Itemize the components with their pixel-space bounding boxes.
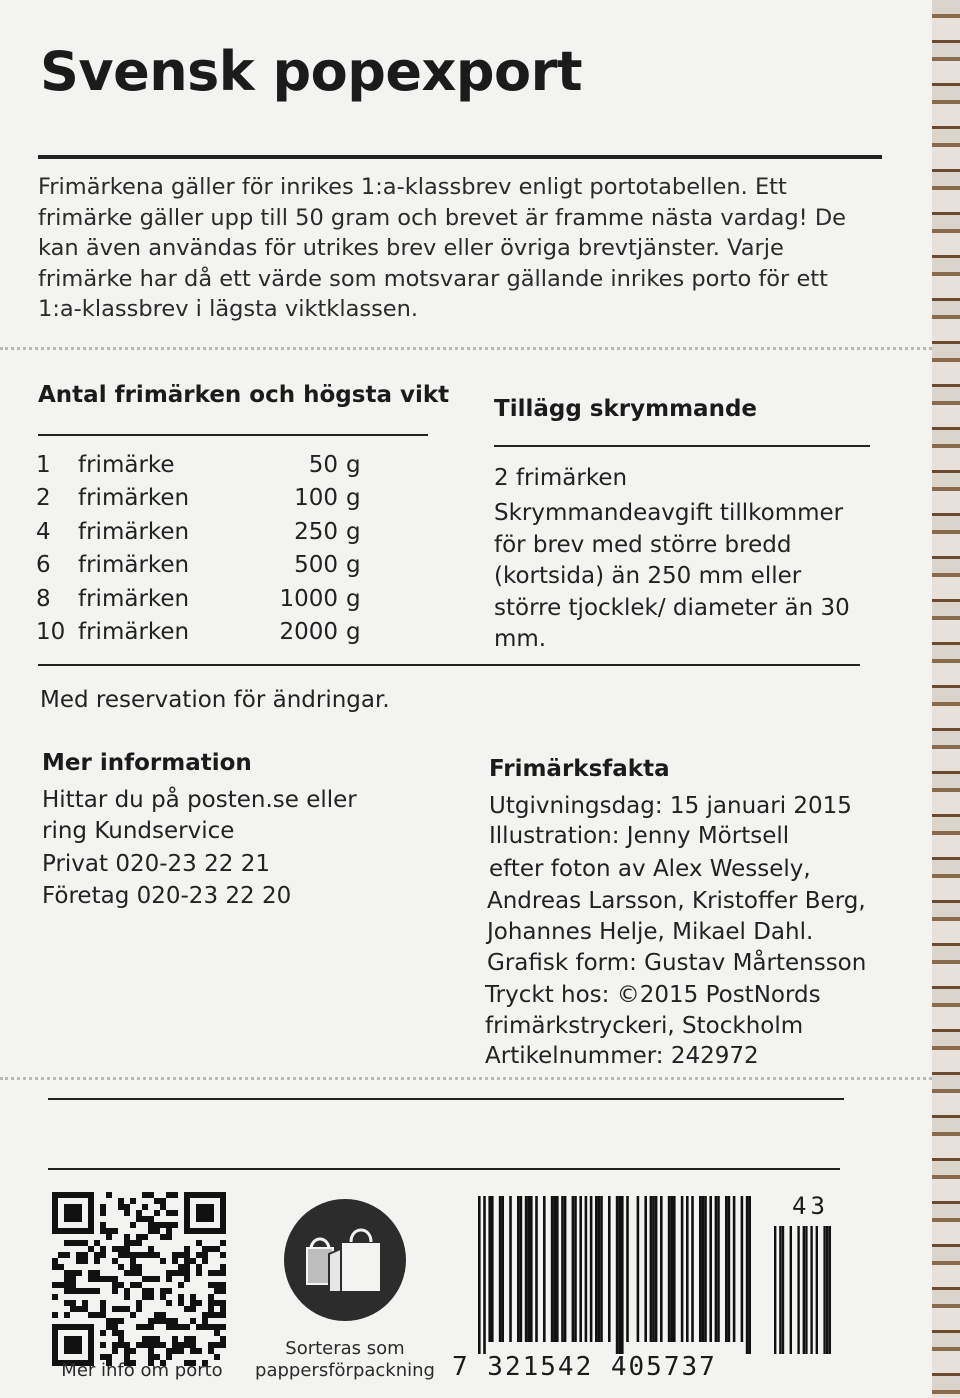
weights-unit: g xyxy=(346,485,361,512)
weights-unit: g xyxy=(346,451,361,478)
title-divider xyxy=(38,155,882,159)
weights-row xyxy=(36,582,376,616)
facts-line: efter foton av Alex Wessely, xyxy=(489,856,811,882)
weights-value: 50 xyxy=(308,451,338,478)
weights-word: frimärke xyxy=(78,451,175,478)
weights-row xyxy=(36,549,376,583)
qr-code-icon[interactable] xyxy=(52,1192,226,1366)
page-title: Svensk popexport xyxy=(40,40,583,103)
weights-count: 4 xyxy=(36,518,51,545)
bulky-count: 2 frimärken xyxy=(494,465,628,491)
mid-divider xyxy=(38,664,860,666)
facts-line: Grafisk form: Gustav Mårtensson xyxy=(487,950,867,976)
barcode-icon xyxy=(474,1196,838,1354)
weights-count: 2 xyxy=(36,485,51,512)
more-info-heading: Mer information xyxy=(42,750,252,776)
bulky-text: Skrymmandeavgift tillkommer för brev med större bredd (kortsida) än 250 mm eller större tjocklek/ diameter än 30 mm. xyxy=(494,500,850,652)
facts-line: Tryckt hos: ©2015 PostNords xyxy=(485,982,821,1008)
more-info-line: Företag 020-23 22 20 xyxy=(42,883,292,909)
weights-row xyxy=(36,482,376,516)
perforation-bottom xyxy=(0,1077,932,1080)
bulky-divider xyxy=(494,445,870,447)
weights-count: 1 xyxy=(36,451,51,478)
weights-unit: g xyxy=(346,585,361,612)
weights-row xyxy=(36,515,376,549)
more-info-line: Hittar du på posten.se eller xyxy=(42,787,357,813)
qr-caption: Mer info om porto xyxy=(61,1360,223,1381)
recycle-caption-1: Sorteras som xyxy=(285,1338,405,1359)
weights-word: frimärken xyxy=(78,485,190,512)
background-edge xyxy=(932,0,960,1398)
facts-line: Utgivningsdag: 15 januari 2015 xyxy=(489,793,852,819)
weights-unit: g xyxy=(346,619,361,646)
weights-divider xyxy=(38,434,428,436)
bulky-heading: Tillägg skrymmande xyxy=(494,396,758,422)
weights-count: 6 xyxy=(36,552,51,579)
weights-word: frimärken xyxy=(78,552,190,579)
facts-line: Andreas Larsson, Kristoffer Berg, xyxy=(487,888,866,914)
weights-word: frimärken xyxy=(78,619,190,646)
perforation-top xyxy=(0,347,932,350)
weights-value: 250 xyxy=(294,518,338,545)
weights-word: frimärken xyxy=(78,585,190,612)
weights-table xyxy=(36,448,376,649)
recycle-caption-2: pappersförpackning xyxy=(255,1360,435,1381)
weights-value: 2000 xyxy=(279,619,338,646)
weights-value: 100 xyxy=(294,485,338,512)
barcode-digits: 7 321542 405737 xyxy=(452,1352,717,1382)
intro-paragraph: Frimärkena gäller för inrikes 1:a-klassbrev enligt portotabellen. Ett frimärke gäller upp till 50 gram och brevet är framme nästa vardag! De kan även användas för utrikes brev eller övriga brevtjänster. Varje frimärke har då ett värde som motsvarar gällande inrikes porto för ett 1:a-klassbrev i lägsta viktklassen. xyxy=(38,174,847,322)
facts-line: Illustration: Jenny Mörtsell xyxy=(489,823,790,849)
lower-divider-2 xyxy=(48,1168,840,1170)
weights-row xyxy=(36,448,376,482)
weights-value: 500 xyxy=(294,552,338,579)
facts-line: Artikelnummer: 242972 xyxy=(485,1043,759,1069)
weights-unit: g xyxy=(346,552,361,579)
more-info-line: ring Kundservice xyxy=(42,818,235,844)
weights-count: 8 xyxy=(36,585,51,612)
more-info-line: Privat 020-23 22 21 xyxy=(42,851,270,877)
facts-line: Johannes Helje, Mikael Dahl. xyxy=(487,919,814,945)
recycle-bag-icon xyxy=(283,1198,407,1322)
barcode-addon-digits: 43 xyxy=(792,1192,829,1220)
weights-count: 10 xyxy=(36,619,66,646)
facts-heading: Frimärksfakta xyxy=(489,756,670,782)
weights-row xyxy=(36,616,376,650)
facts-line: frimärkstryckeri, Stockholm xyxy=(485,1013,804,1039)
weights-unit: g xyxy=(346,518,361,545)
weights-word: frimärken xyxy=(78,518,190,545)
reservation-note: Med reservation för ändringar. xyxy=(40,687,390,713)
lower-divider-1 xyxy=(48,1098,844,1100)
weights-heading: Antal frimärken och högsta vikt xyxy=(38,382,450,408)
weights-value: 1000 xyxy=(279,585,338,612)
